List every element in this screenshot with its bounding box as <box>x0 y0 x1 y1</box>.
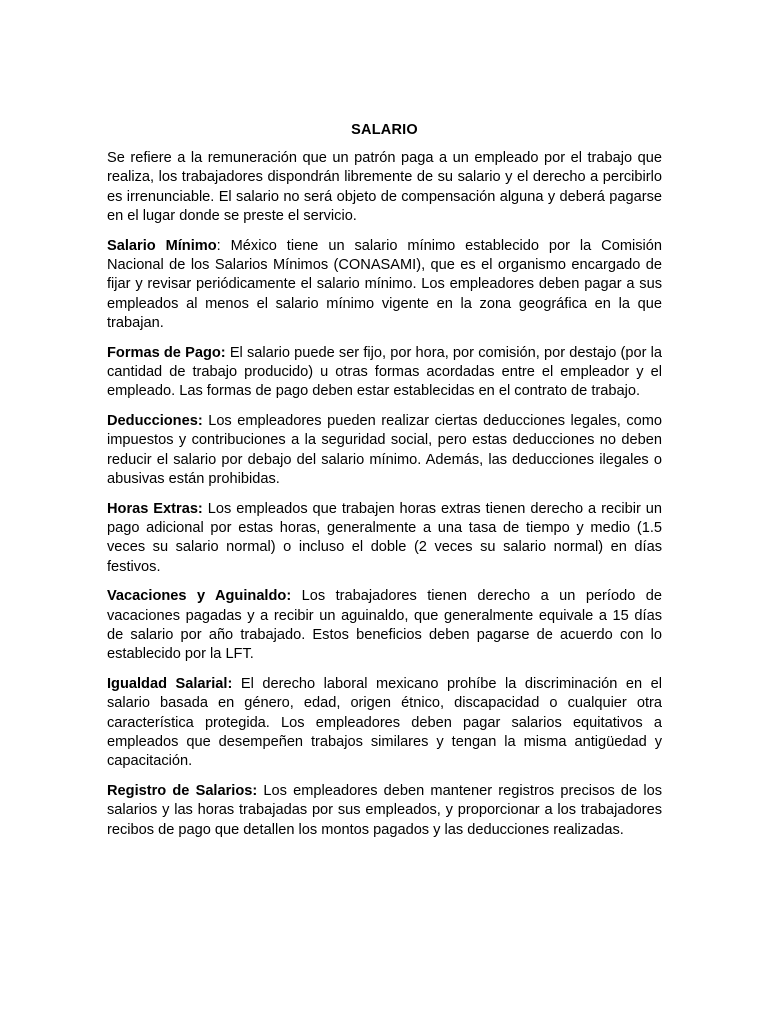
section-text: Los empleados que trabajen horas extras tienen derecho a recibir un pago adicional por estas horas, generalmente a una tasa de tiempo y medio (1.5 veces su salario normal) o incluso el doble (2 veces su salario normal) en días festivos. <box>107 500 663 575</box>
section-text: México tiene un salario mínimo establecido por la Comisión Nacional de los Salarios Mínimos (CONASAMI), que es el organismo encargado de fijar y revisar periódicamente el salario mínimo. Los empleadores deben pagar a sus empleados al menos el salario mínimo vigente en la zona geográfica en la que trabajan. <box>107 237 663 332</box>
section-text: El derecho laboral mexicano prohíbe la discriminación en el salario basada en género, edad, origen étnico, discapacidad o cualquier otra característica protegida. Los empleadores deben pagar salarios equitativos a empleados que desempeñen trabajos similares y tengan la misma antigüedad y capacitación. <box>107 675 662 770</box>
section-separator: : <box>216 237 231 254</box>
section-heading: Vacaciones y Aguinaldo: <box>107 588 292 605</box>
section-heading: Registro de Salarios: <box>107 782 258 799</box>
section-text: El salario puede ser fijo, por hora, por comisión, por destajo (por la cantidad de trabajo producido) u otras formas acordadas entre el empleador y el empleado. Las formas de pago deben estar establecidas en el contrato de trabajo. <box>107 344 662 400</box>
section-deducciones <box>107 412 662 490</box>
section-text: Los empleadores deben mantener registros precisos de los salarios y las horas trabajadas por sus empleados, y proporcionar a los trabajadores recibos de pago que detallen los montos pagados y las deducciones realizadas. <box>107 782 662 838</box>
section-heading: Salario Mínimo <box>107 237 217 254</box>
intro-paragraph: Se refiere a la remuneración que un patrón paga a un empleado por el trabajo que realiza, los trabajadores dispondrán libremente de su salario y el derecho a percibirlo es irrenunciable. El salario no será objeto de compensación alguna y deberá pagarse en el lugar donde se preste el servicio. <box>107 150 662 225</box>
section-formas-de-pago <box>107 344 662 402</box>
section-heading: Horas Extras: <box>107 500 203 517</box>
section-separator <box>291 588 301 604</box>
section-heading: Formas de Pago: <box>107 344 226 361</box>
section-heading: Igualdad Salarial: <box>107 675 233 692</box>
section-heading: Deducciones: <box>107 412 203 429</box>
section-horas-extras <box>107 500 662 578</box>
section-igualdad-salarial <box>107 675 662 772</box>
section-text: Los trabajadores tienen derecho a un período de vacaciones pagadas y a recibir un aguinaldo, que generalmente equivale a 15 días de salario por año trabajado. Estos beneficios deben pagarse de acuerdo con lo establecido por la LFT. <box>107 588 663 663</box>
section-registro-de-salarios <box>107 782 662 840</box>
section-vacaciones-y-aguinaldo <box>107 587 662 665</box>
section-text: Los empleadores pueden realizar ciertas deducciones legales, como impuestos y contribuciones a la seguridad social, pero estas deducciones no deben reducir el salario por debajo del salario mínimo. Además, las deducciones ilegales o abusivas están prohibidas. <box>107 412 663 488</box>
document-title: SALARIO <box>351 122 418 138</box>
section-separator <box>232 676 241 692</box>
section-salario-minimo <box>107 237 662 334</box>
